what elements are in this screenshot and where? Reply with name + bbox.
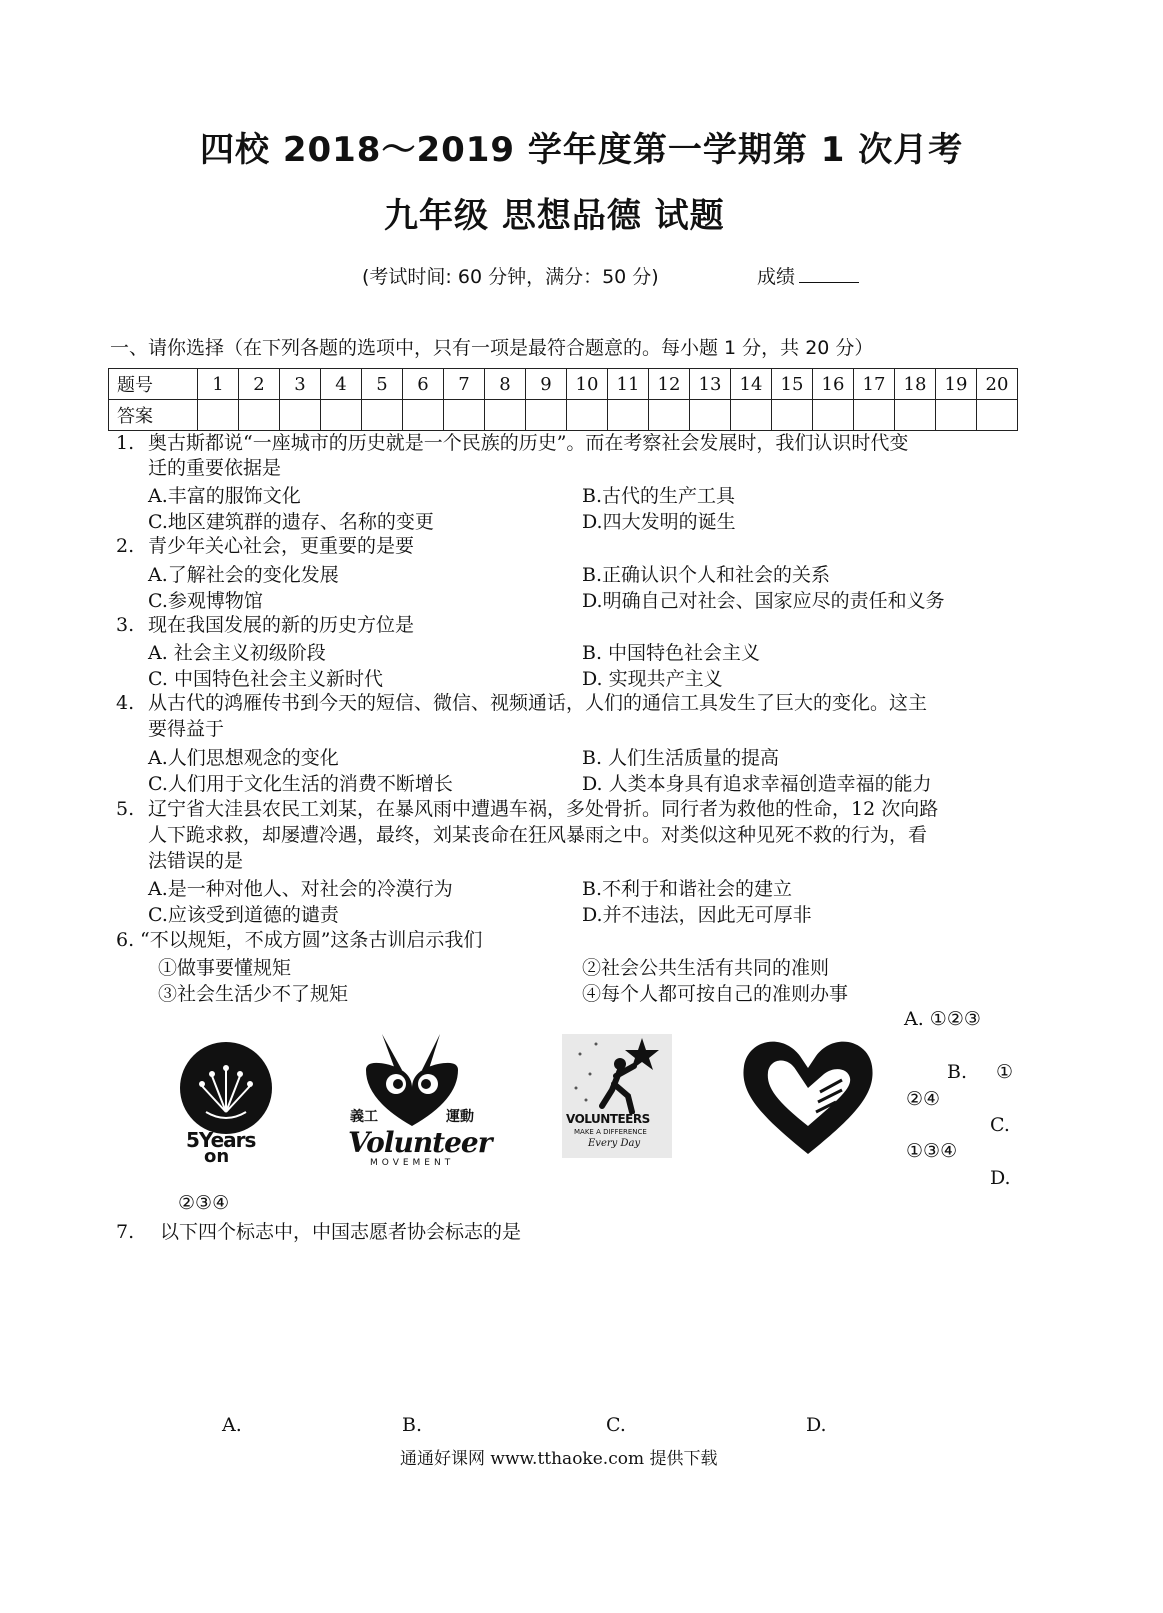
q1-stem-line2: 迁的重要依据是 (148, 457, 282, 479)
logo-a (176, 1040, 276, 1166)
q6-statement-1: ①做事要懂规矩 (158, 957, 292, 979)
answer-cell[interactable] (526, 400, 567, 431)
answer-cell[interactable] (403, 400, 444, 431)
q7-stem-line1: 以下四个标志中，中国志愿者协会标志的是 (160, 1221, 522, 1243)
table-cell-number: 3 (280, 369, 321, 400)
answer-cell[interactable] (895, 400, 936, 431)
q4-option-b: B. 人们生活质量的提高 (582, 747, 780, 769)
q5-option-c: C.应该受到道德的谴责 (148, 904, 339, 926)
logo-b-text-movement: MOVEMENT (370, 1158, 455, 1168)
table-cell-number: 20 (977, 369, 1018, 400)
q6-option-c-label: C. (990, 1114, 1010, 1136)
q3-number: 3. (116, 614, 135, 636)
answer-cell[interactable] (977, 400, 1018, 431)
score-blank (799, 264, 859, 283)
q2-number: 2. (116, 535, 135, 557)
answer-cell[interactable] (690, 400, 731, 431)
table-cell-number: 8 (485, 369, 526, 400)
answer-cell[interactable] (239, 400, 280, 431)
table-cell-number: 12 (649, 369, 690, 400)
q6-option-d-label: D. (990, 1167, 1011, 1189)
answer-table (108, 368, 1018, 431)
q7-option-b: B. (402, 1414, 423, 1436)
table-cell-number: 2 (239, 369, 280, 400)
q1-option-d: D.四大发明的诞生 (582, 511, 736, 533)
table-cell-number: 10 (567, 369, 608, 400)
q5-option-d: D.并不违法，因此无可厚非 (582, 904, 812, 926)
q6-statement-3: ③社会生活少不了规矩 (158, 983, 349, 1005)
q3-option-d: D. 实现共产主义 (582, 668, 723, 690)
q2-stem-line1: 青少年关心社会，更重要的是要 (148, 535, 415, 557)
q2-option-b: B.正确认识个人和社会的关系 (582, 564, 831, 586)
table-cell-number: 14 (731, 369, 772, 400)
answer-table-number-row (109, 369, 1018, 400)
q6-option-d-value: ②③④ (178, 1192, 230, 1214)
footer-source: 通通好课网 www.tthaoke.com 提供下载 (400, 1449, 718, 1469)
answer-cell[interactable] (731, 400, 772, 431)
table-cell-number: 1 (198, 369, 239, 400)
q6-option-b-label: B. (947, 1061, 968, 1083)
logo-c (562, 1034, 672, 1158)
exam-title: 四校 2018～2019 学年度第一学期第 1 次月考 (200, 130, 964, 170)
answer-cell[interactable] (649, 400, 690, 431)
q5-stem-line2: 人下跪求救，却屡遭冷遇，最终，刘某丧命在狂风暴雨之中。对类似这种见死不救的行为，看 (148, 824, 928, 846)
table-cell-number: 9 (526, 369, 567, 400)
answer-cell[interactable] (813, 400, 854, 431)
answer-table-answer-row (109, 400, 1018, 431)
q6-statement-2: ②社会公共生活有共同的准则 (582, 957, 830, 979)
q4-stem-line1: 从古代的鸿雁传书到今天的短信、微信、视频通话，人们的通信工具发生了巨大的变化。这主 (148, 692, 928, 714)
logo-c-graphic (562, 1034, 672, 1114)
answer-cell[interactable] (280, 400, 321, 431)
number-row-label: 题号 (109, 369, 198, 400)
q1-number: 1. (116, 432, 135, 454)
q5-option-a: A.是一种对他人、对社会的冷漠行为 (148, 878, 453, 900)
q4-stem-line2: 要得益于 (148, 718, 225, 740)
q6-option-c-value: ①③④ (906, 1140, 958, 1162)
exam-subtitle: 九年级 思想品德 试题 (384, 196, 725, 236)
logo-a-text-on: on (204, 1146, 230, 1167)
q6-number: 6. (116, 929, 135, 951)
table-cell-number: 19 (936, 369, 977, 400)
q1-option-a: A.丰富的服饰文化 (148, 485, 301, 507)
logo-a-text-years: 5Years (186, 1128, 256, 1152)
answer-row-label: 答案 (109, 400, 198, 431)
q3-option-c: C. 中国特色社会主义新时代 (148, 668, 383, 690)
logo-b-text-volunteer: Volunteer (348, 1126, 492, 1159)
answer-cell[interactable] (608, 400, 649, 431)
q3-option-a: A. 社会主义初级阶段 (148, 642, 326, 664)
answer-cell[interactable] (444, 400, 485, 431)
logo-d-heart-hand-icon (738, 1030, 878, 1160)
answer-cell[interactable] (362, 400, 403, 431)
answer-cell[interactable] (485, 400, 526, 431)
q5-number: 5. (116, 798, 135, 820)
logo-d (738, 1030, 878, 1160)
q3-stem-line1: 现在我国发展的新的历史方位是 (148, 614, 415, 636)
table-cell-number: 11 (608, 369, 649, 400)
q6-stem-line1: “不以规矩，不成方圆”这条古训启示我们 (140, 929, 483, 951)
q2-option-a: A.了解社会的变化发展 (148, 564, 339, 586)
answer-cell[interactable] (936, 400, 977, 431)
q6-option-b-value-1: ① (996, 1061, 1014, 1083)
table-cell-number: 16 (813, 369, 854, 400)
q3-option-b: B. 中国特色社会主义 (582, 642, 761, 664)
q2-option-c: C.参观博物馆 (148, 590, 263, 612)
q4-option-d: D. 人类本身具有追求幸福创造幸福的能力 (582, 773, 932, 795)
q1-option-c: C.地区建筑群的遗存、名称的变更 (148, 511, 434, 533)
q7-option-c: C. (606, 1414, 626, 1436)
logo-b (336, 1030, 492, 1170)
logo-b-text-yundong: 運動 (446, 1109, 474, 1125)
logo-b-text-yigong: 義工 (350, 1109, 378, 1125)
q4-option-c: C.人们用于文化生活的消费不断增长 (148, 773, 453, 795)
table-cell-number: 13 (690, 369, 731, 400)
q5-stem-line3: 法错误的是 (148, 850, 244, 872)
q6-option-a: A. ①②③ (904, 1008, 981, 1030)
q1-stem-line1: 奥古斯都说“一座城市的历史就是一个民族的历史”。而在考察社会发展时，我们认识时代变 (148, 432, 909, 454)
q7-number: 7. (116, 1221, 135, 1243)
q1-option-b: B.古代的生产工具 (582, 485, 736, 507)
table-cell-number: 4 (321, 369, 362, 400)
logo-c-text-volunteers: VOLUNTEERS (566, 1112, 650, 1126)
table-cell-number: 17 (854, 369, 895, 400)
q2-option-d: D.明确自己对社会、国家应尽的责任和义务 (582, 590, 945, 612)
logo-c-text-everyday: Every Day (588, 1138, 641, 1149)
answer-cell[interactable] (567, 400, 608, 431)
q4-option-a: A.人们思想观念的变化 (148, 747, 339, 769)
exam-info: (考试时间: 60 分钟，满分：50 分) (362, 266, 659, 288)
score-field (757, 262, 859, 289)
q6-option-b-value-2: ②④ (906, 1088, 941, 1110)
answer-cell[interactable] (198, 400, 239, 431)
section1-heading: 一、请你选择（在下列各题的选项中，只有一项是最符合题意的。每小题 1 分，共 20 分） (110, 337, 874, 359)
q5-option-b: B.不利于和谐社会的建立 (582, 878, 793, 900)
q5-stem-line1: 辽宁省大洼县农民工刘某，在暴风雨中遭遇车祸，多处骨折。同行者为救他的性命，12 次向路 (148, 798, 939, 820)
q4-number: 4. (116, 692, 135, 714)
answer-cell[interactable] (321, 400, 362, 431)
q6-statement-4: ④每个人都可按自己的准则办事 (582, 983, 849, 1005)
q7-option-d: D. (806, 1414, 827, 1436)
q7-option-a: A. (222, 1414, 242, 1436)
logo-c-text-difference: MAKE A DIFFERENCE (574, 1128, 647, 1136)
table-cell-number: 18 (895, 369, 936, 400)
score-label: 成绩 (757, 266, 796, 288)
table-cell-number: 15 (772, 369, 813, 400)
table-cell-number: 7 (444, 369, 485, 400)
answer-cell[interactable] (854, 400, 895, 431)
table-cell-number: 5 (362, 369, 403, 400)
answer-cell[interactable] (772, 400, 813, 431)
table-cell-number: 6 (403, 369, 444, 400)
